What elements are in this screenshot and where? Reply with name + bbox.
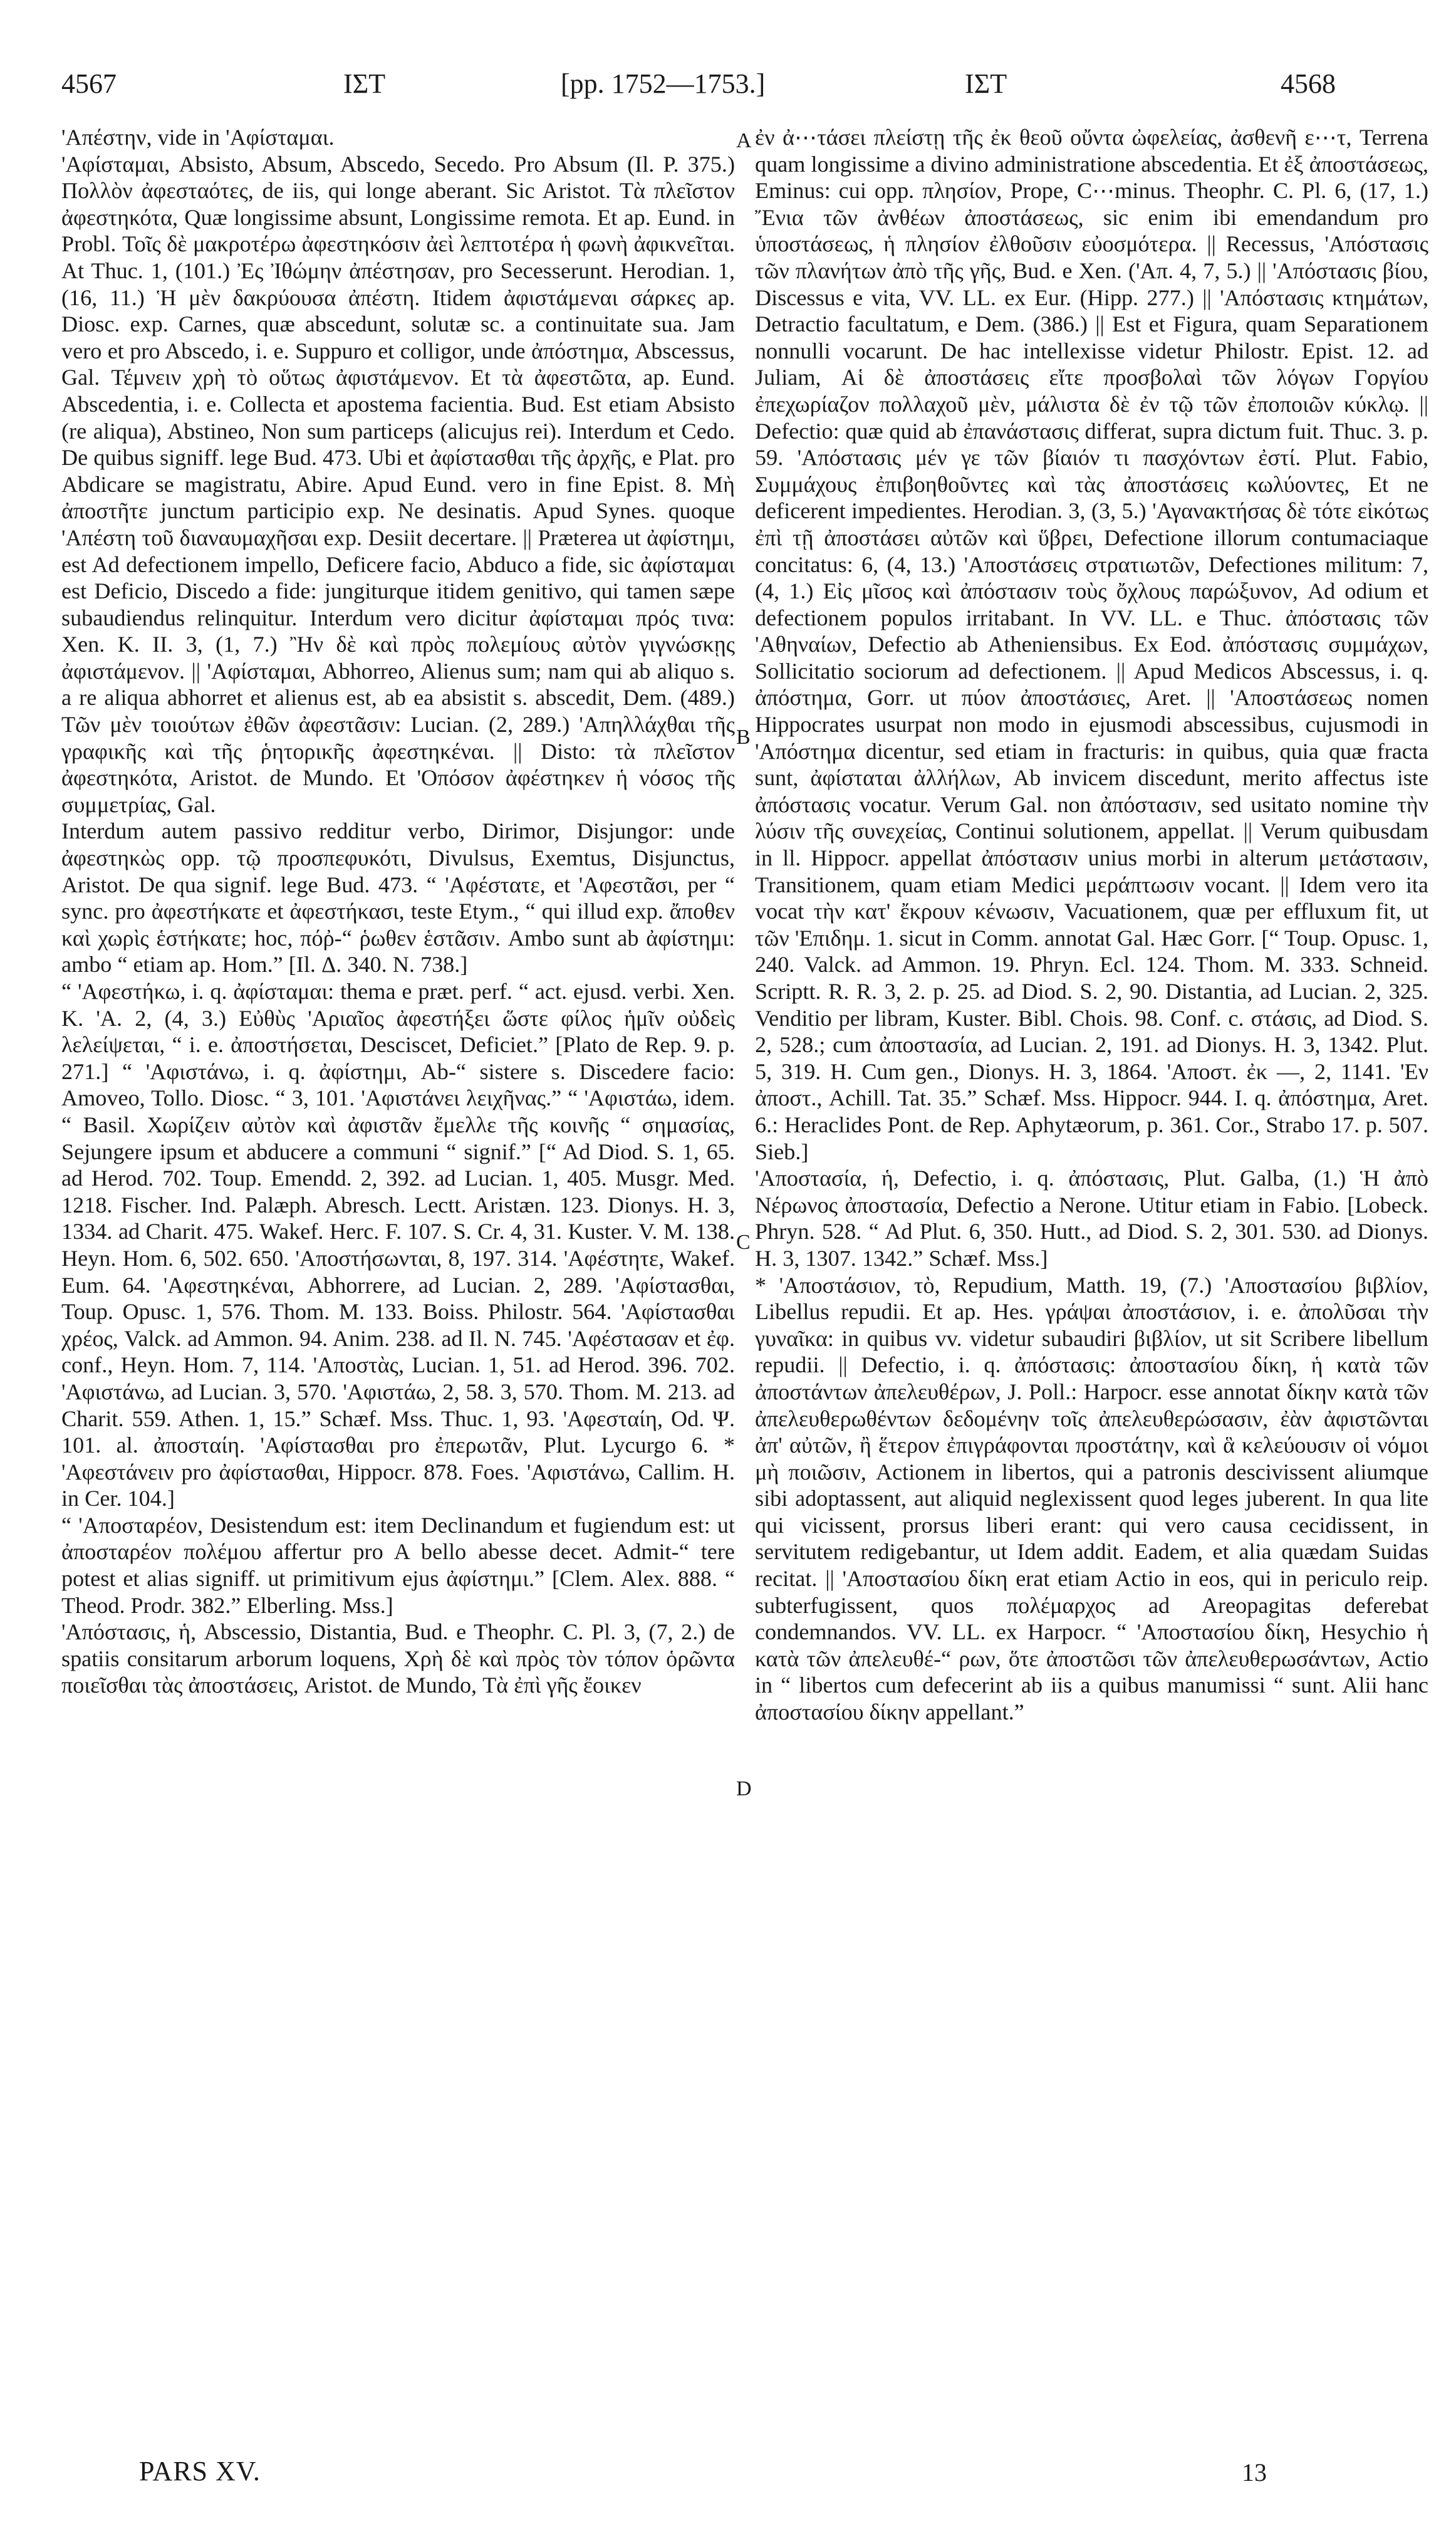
page-header xyxy=(0,68,1456,112)
left-column xyxy=(61,124,735,1699)
entry-apostasis-continued: ἐν ἀ⋯τάσει πλείστῃ τῆς ἐκ θεοῦ οὔντα ὠφελείας, ἀσθενῆ ε⋯τ, Terrena quam longissime a divino administratione abscedentia. Et ἐξ ἀποστάσεως, Eminus: cui opp. πλησίον, Prope, C⋯minus. Theophr. C. Pl. 6, (17, 1.) Ἔνια τῶν ἀνθέων ἀποστάσεως, sic enim ibi emendandum pro ὑποστάσεως, ἡ πλησίον ἐλθοῦσιν εὐοσμότερα. || Recessus, 'Απόστασις τῶν πλανήτων ἀπὸ τῆς γῆς, Bud. e Xen. ('Απ. 4, 7, 5.) || 'Απόστασις βίου, Discessus e vita, VV. LL. ex Eur. (Hipp. 277.) || 'Απόστασις κτημάτων, Detractio facultatum, e Dem. (386.) || Est et Figura, quam Separationem nonnulli vocarunt. De hac intellexisse videtur Philostr. Epist. 12. ad Juliam, Αἱ δὲ ἀποστάσεις εἴτε προσβολαὶ τῶν λόγων Γοργίου ἐπεχωρίαζον πολλαχοῦ μὲν, μάλιστα δὲ ἐν τῷ τῶν ἐποποιῶν κύκλῳ. || Defectio: quæ quid ab ἐπανάστασις differat, supra dictum fuit. Thuc. 3. p. 59. 'Απόστασις μέν γε τῶν βίαιόν τι πασχόντων ἐστί. Plut. Fabio, Συμμάχους ἐπιβοηθοῦντες καὶ τὰς ἀποστάσεις κωλύοντες, Et ne deficerent impedientes. Herodian. 3, (3, 5.) 'Αγανακτήσας δὲ τότε εἰκότως ἐπὶ τῇ ἀποστάσει αὐτῶν καὶ ὕβρει, Defectione illorum contumaciaque concitatus: 6, (4, 13.) 'Αποστάσεις στρατιωτῶν, Defectiones militum: 7, (4, 1.) Εἰς μῖσος καὶ ἀπόστασιν τοὺς ὄχλους παρώξυνον, Ad odium et defectionem populos irritabant. In VV. LL. e Thuc. ἀπόστασις τῶν 'Αθηναίων, Defectio ab Atheniensibus. Ex Eod. ἀπόστασις συμμάχων, Sollicitatio sociorum ad defectionem. || Apud Medicos Abscessus, i. q. ἀπόστημα, Gorr. ut πύον ἀποστάσιες, Aret. || 'Αποστάσεως nomen Hippocrates usurpat non modo in ejusmodi abscessibus, cujusmodi in 'Απόστημα dicentur, sed etiam in fracturis: in quibus, quia quæ fracta sunt, ἀφίσταται ἀλλήλων, Ab invicem discedunt, merito affectus iste ἀπόστασις vocatur. Verum Gal. non ἀπόστασιν, sed usitato nomine τὴν λύσιν τῆς συνεχείας, Continui solutionem, appellat. || Verum quibusdam in ll. Hippocr. appellat ἀπόστασιν unius morbi in alterum μετάστασιν, Transitionem, quam etiam Medici μεράπτωσιν vocant. || Idem vero ita vocat τὴν κατ' ἔκρουν κένωσιν, Vacuationem, quæ per effluxum fit, ut τῶν 'Επιδημ. 1. sicut in Comm. annotat Gal. Hæc Gorr. [“ Toup. Opusc. 1, 240. Valck. ad Ammon. 19. Phryn. Ecl. 124. Thom. M. 333. Schneid. Scriptt. R. R. 3, 2. p. 25. ad Diod. S. 2, 90. Distantia, ad Lucian. 2, 325. Venditio per libram, Kuster. Bibl. Chois. 98. Conf. c. στάσις, ad Diod. S. 2, 528.; cum ἀποστασία, ad Lucian. 2, 191. ad Dionys. H. 3, 1342. Plut. 5, 319. H. Cum gen., Dionys. H. 3, 1864. 'Αποστ. ἐκ —, 2, 1141. 'Εν ἀποστ., Achill. Tat. 35.” Schæf. Mss. Hippocr. 944. I. q. ἀπόστημα, Aret. 6.: Heraclides Pont. de Rep. Aphytæorum, p. 361. Cor., Strabo 17. p. 507. Sieb.] xyxy=(755,125,1428,1164)
entry-aphesteko: “ 'Αφεστήκω, i. q. ἀφίσταμαι: thema e præt. perf. “ act. ejusd. verbi. Xen. K. 'A. 2, (4, 3.) Εὐθὺς 'Αριαῖος ἀφεστήξει ὥστε φίλος ἡμῖν οὐδεὶς λελείψεται, “ i. e. ἀποστήσεται, Desciscet, Deficiet.” [Plato de Rep. 9. p. 271.] “ 'Αφιστάνω, i. q. ἀφίστημι, Ab-“ sistere s. Discedere facio: Amoveo, Tollo. Diosc. “ 3, 101. 'Αφιστάνει λειχῆνας.” “ 'Αφιστάω, idem. “ Basil. Χωρίζειν αὐτὸν καὶ ἀφιστᾶν ἔμελλε τῆς κοινῆς “ σημασίας, Sejungere ipsum et abducere a communi “ signif.” [“ Ad Diod. S. 1, 65. ad Herod. 702. Toup. Emendd. 2, 392. ad Lucian. 1, 405. Musgr. Med. 1218. Fischer. Ind. Palæph. Abresch. Lectt. Aristæn. 123. Dionys. H. 3, 1334. ad Charit. 475. Wakef. Herc. F. 107. S. Cr. 4, 31. Kuster. V. M. 138. Heyn. Hom. 6, 502. 650. 'Αποστήσωνται, 8, 197. 314. 'Αφέστητε, Wakef. Eum. 64. 'Αφεστηκέναι, Abhorrere, ad Lucian. 2, 289. 'Αφίστασθαι, Toup. Opusc. 1, 576. Thom. M. 133. Boiss. Philostr. 564. 'Αφίστασθαι χρέος, Valck. ad Ammon. 94. Anim. 238. ad Il. N. 745. 'Αφέστασαν et ἐφ. conf., Heyn. Hom. 7, 114. 'Αποστὰς, Lucian. 1, 51. ad Herod. 396. 702. 'Αφιστάνω, ad Lucian. 3, 570. 'Αφιστάω, 2, 58. 3, 570. Thom. M. 213. ad Charit. 559. Athen. 1, 15.” Schæf. Mss. Thuc. 1, 93. 'Αφεσταίη, Od. Ψ. 101. al. ἀποσταίη. 'Αφίστασθαι pro ἐπερωτᾶν, Plut. Lycurgo 6. * 'Αφεστάνειν pro ἀφίστασθαι, Hippocr. 878. Foes. 'Αφιστάνω, Callim. H. in Cer. 104.] xyxy=(61,979,735,1511)
section-marker-c: C xyxy=(736,1231,751,1254)
right-column-number: 4568 xyxy=(1281,68,1336,99)
entry-apostasis-start: 'Απόστασις, ἡ, Abscessio, Distantia, Bud. e Theophr. C. Pl. 3, (7, 2.) de spatiis consitarum arborum loquens, Χρὴ δὲ καὶ πρὸς τὸν τόπον ὁρῶντα ποιεῖσθαι τὰς ἀποστάσεις, Aristot. de Mundo, Τὰ ἐπὶ γῆς ἔοικεν xyxy=(61,1619,735,1698)
entry-aphistamai-passive: Interdum autem passivo redditur verbo, Dirimor, Disjungor: unde ἀφεστηκὼς opp. τῷ προσπεφυκότι, Divulsus, Exemtus, Disjunctus, Aristot. De qua signif. lege Bud. 473. “ 'Αφέστατε, et 'Αφεστᾶσι, per “ sync. pro ἀφεστήκατε et ἀφεστήκασι, teste Etym., “ qui illud exp. ἄποθεν καὶ χωρὶς ἑστήκατε; hoc, πόῤ-“ ῥωθεν ἑστᾶσιν. Ambo sunt ab ἀφίστημι: ambo “ etiam ap. Hom.” [Il. Δ. 340. N. 738.] xyxy=(61,818,735,978)
right-column xyxy=(755,124,1428,1726)
entry-aphistamai: 'Αφίσταμαι, Absisto, Absum, Abscedo, Secedo. Pro Absum (Il. P. 375.) Πολλὸν ἀφεσταότες, de iis, qui longe aberant. Sic Aristot. Τὰ πλεῖστον ἀφεστηκότα, Quæ longissime absunt, Longissime remota. Et ap. Eund. in Probl. Τοῖς δὲ μακροτέρω ἀφεστηκόσιν ἀεὶ λεπτοτέρα ἡ φωνὴ ἀφικνεῖται. At Thuc. 1, (101.) Ἐς Ἰθώμην ἀπέστησαν, pro Secesserunt. Herodian. 1, (16, 11.) Ἡ μὲν δακρύουσα ἀπέστη. Itidem ἀφιστάμεναι σάρκες ap. Diosc. exp. Carnes, quæ abscedunt, solutæ sc. a continuitate sua. Jam vero et pro Abscedo, i. e. Suppuro et colligor, unde ἀπόστημα, Abscessus, Gal. Τέμνειν χρὴ τὸ οὕτως ἀφιστάμενον. Et τὰ ἀφεστῶτα, ap. Eund. Abscedentia, i. e. Collecta et apostema facientia. Bud. Est etiam Absisto (re aliqua), Abstineo, Non sum particeps (alicujus rei). Interdum et Cedo. De quibus signiff. lege Bud. 473. Ubi et ἀφίστασθαι τῆς ἀρχῆς, e Plat. pro Abdicare se magistratu, Abire. Apud Eund. vero in fine Epist. 8. Μὴ ἀποστῆτε junctum participio exp. Ne desinatis. Apud Synes. quoque 'Απέστη τοῦ διαναυμαχῆσαι exp. Desiit decertare. || Præterea ut ἀφίστημι, est Ad defectionem impello, Deficere facio, Abduco a fide, sic ἀφίσταμαι est Deficio, Discedo a fide: jungiturque itidem genitivo, qui tamen sæpe subaudiendus relinquitur. Interdum vero dicitur ἀφίσταμαι πρός τινα: Xen. K. II. 3, (1, 7.) Ἢν δὲ καὶ πρὸς πολεμίους αὐτὸν γιγνώσκῃς ἀφιστάμενον. || 'Αφίσταμαι, Abhorreo, Alienus sum; nam qui ab aliquo s. a re aliqua abhorret et alienus est, ab ea absistit s. abscedit, Dem. (489.) Τῶν μὲν τοιούτων ἐθῶν ἀφεστᾶσιν: Lucian. (2, 289.) 'Απηλλάχθαι τῆς γραφικῆς καὶ τῆς ῥητορικῆς ἀφεστηκέναι. || Disto: τὰ πλεῖστον ἀφεστηκότα, Aristot. de Mundo. Et 'Οπόσον ἀφέστηκεν ἡ νόσος τῆς συμμετρίας, Gal. xyxy=(61,151,735,817)
entry-apostasion: * 'Αποστάσιον, τὸ, Repudium, Matth. 19, (7.) 'Αποστασίου βιβλίον, Libellus repudii. Et ap. Hes. γράψαι ἀποστάσιον, i. e. ἀπολῦσαι τὴν γυναῖκα: in quibus vv. videtur subaudiri βιβλίον, ut sit Scribere libellum repudii. || Defectio, i. q. ἀπόστασις: ἀποστασίου δίκη, ἡ κατὰ τῶν ἀποστάντων ἀπελευθέρων, J. Poll.: Harpocr. esse annotat δίκην κατὰ τῶν ἀπελευθερωθέντων δεδομένην τοῖς ἀπελευθερώσασιν, ἐὰν ἀφιστῶνται ἀπ' αὐτῶν, ἢ ἕτερον ἐπιγράφονται προστάτην, καὶ ἃ κελεύουσιν οἱ νόμοι μὴ ποιῶσιν, Actionem in libertos, qui a patronis descivissent aliumque sibi adoptassent, aut aliquid neglexissent quod leges juberent. In qua lite qui vicissent, prorsus liberi erant: qui vero causa cecidissent, in servitutem redigebantur, ut Idem addit. Eadem, et alia quædam Suidas recitat. || 'Αποστασίου δίκη erat etiam Actio in eos, qui in periculo reip. subterfugissent, quos πολέμαρχος ad Areopagitas deferebat condemnandos. VV. LL. ex Harpocr. “ 'Αποστασίου δίκη, Hesychio ἡ κατὰ τῶν ἀπελευθέ-“ ρων, ὅτε ἀποστῶσι τῶν ἀπελευθερωσάντων, Actio in “ libertos cum defecerint ab iis a quibus manumissi “ sunt. Alii hanc ἀποστασίου δίκην appellant.” xyxy=(755,1272,1428,1725)
section-marker-b: B xyxy=(736,726,751,749)
right-running-head: ΙΣΤ xyxy=(965,68,1007,99)
left-running-head: ΙΣΤ xyxy=(343,68,386,99)
section-marker-d: D xyxy=(736,1777,752,1800)
gathering-number: 13 xyxy=(1242,2458,1267,2486)
entry-apesten: 'Απέστην, vide in 'Αφίσταμαι. xyxy=(61,125,335,150)
entry-apostareon: “ 'Αποσταρέον, Desistendum est: item Declinandum et fugiendum est: ut ἀποσταρέον πολέμου affertur pro A bello abesse decet. Admit-“ tere potest et alias signiff. ut primitivum ejus ἀφίστημι.” [Clem. Alex. 888. “ Theod. Prodr. 382.” Elberling. Mss.] xyxy=(61,1512,735,1618)
signature-mark: PARS XV. xyxy=(139,2456,261,2486)
page-range: [pp. 1752—1753.] xyxy=(561,68,766,99)
left-column-number: 4567 xyxy=(61,68,117,99)
entry-apostasia: 'Αποστασία, ἡ, Defectio, i. q. ἀπόστασις, Plut. Galba, (1.) Ἡ ἀπὸ Νέρωνος ἀποστασία, Defectio a Nerone. Utitur etiam in Fabio. [Lobeck. Phryn. 528. “ Ad Plut. 6, 350. Hutt., ad Diod. S. 2, 301. 530. ad Dionys. H. 3, 1307. 1342.” Schæf. Mss.] xyxy=(755,1166,1428,1271)
section-marker-a: A xyxy=(736,129,752,152)
